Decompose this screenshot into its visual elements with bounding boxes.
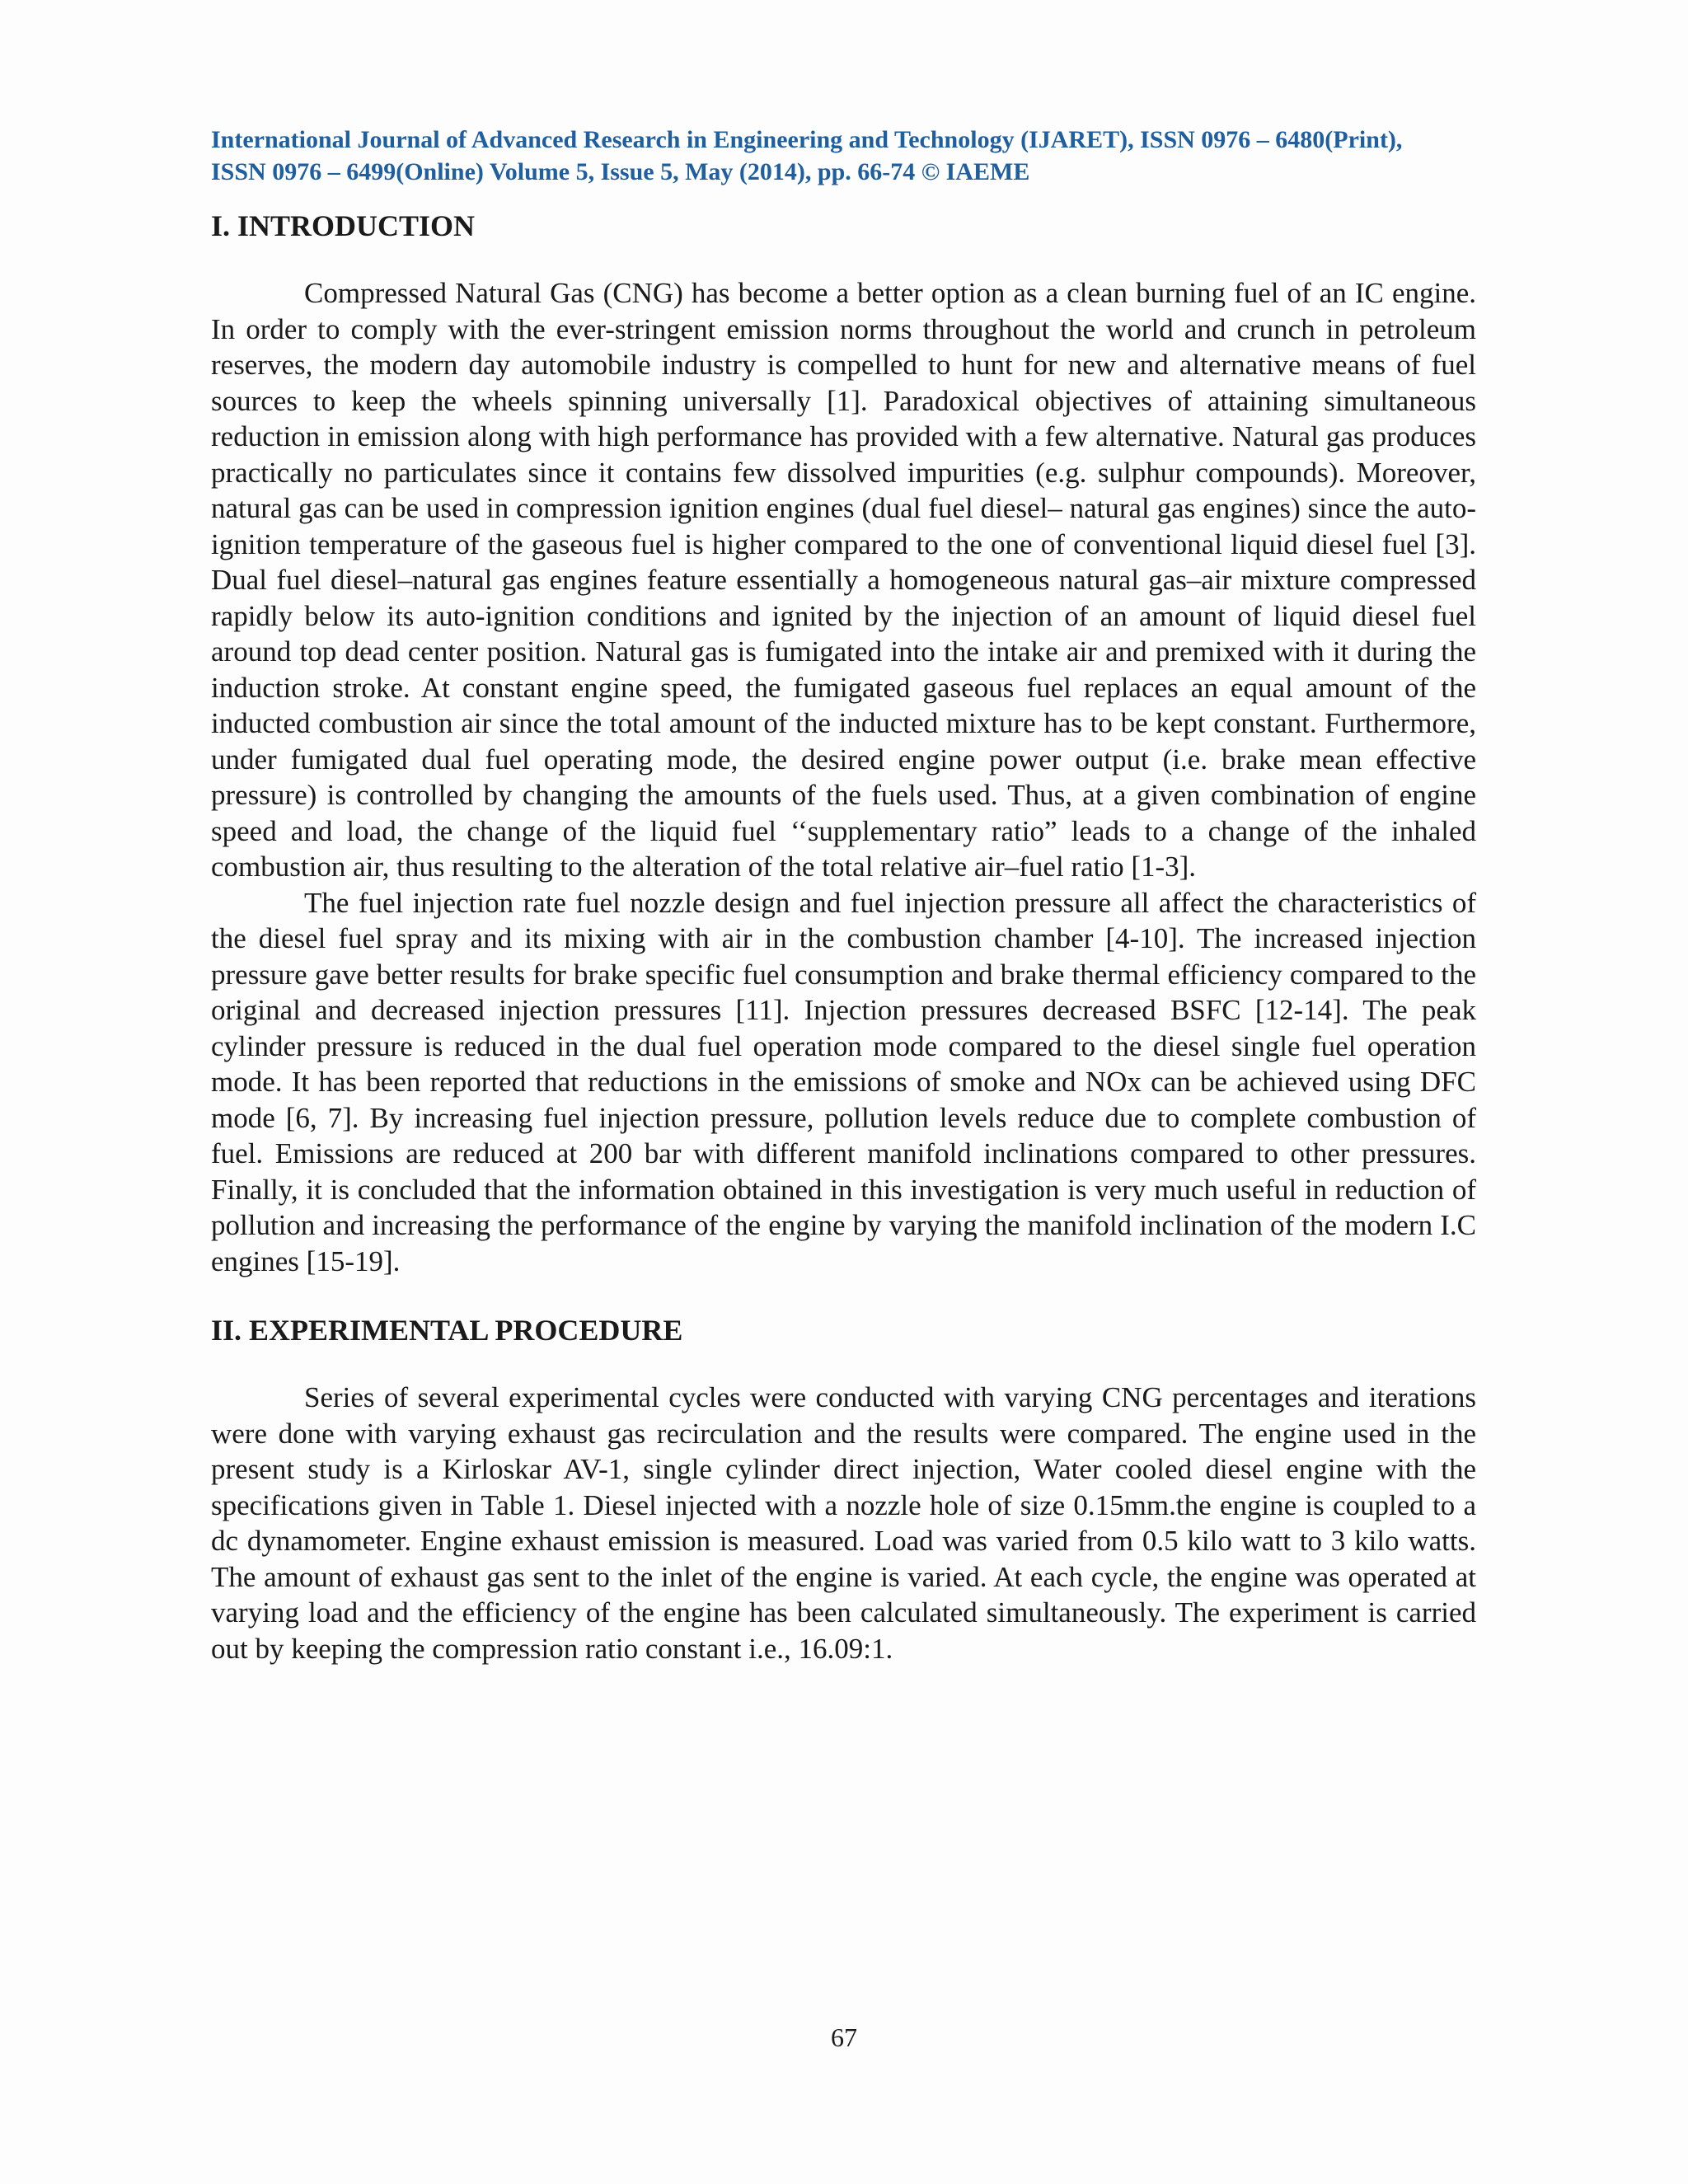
intro-paragraph-2: The fuel injection rate fuel nozzle design and fuel injection pressure all affect the characteristics of the diesel fuel spray and its mixing with air in the combustion chamber [4-10]. The increased injection pressure gave better results for brake specific fuel consumption and brake thermal efficiency compared to the original and decreased injection pressures [11]. Injection pressures decreased BSFC [12-14]. The peak cylinder pressure is reduced in the dual fuel operation mode compared to the diesel single fuel operation mode. It has been reported that reductions in the emissions of smoke and NOx can be achieved using DFC mode [6, 7]. By increasing fuel injection pressure, pollution levels reduce due to complete combustion of fuel. Emissions are reduced at 200 bar with different manifold inclinations compared to other pressures. Finally, it is concluded that the information obtained in this investigation is very much useful in reduction of pollution and increasing the performance of the engine by varying the manifold inclination of the modern I.C engines [15-19]. [211,886,1476,1277]
journal-header [211,124,1476,188]
journal-header-line-2: ISSN 0976 – 6499(Online) Volume 5, Issue 5, May (2014), pp. 66-74 © IAEME [211,158,1030,185]
section-heading-experimental-procedure: II. EXPERIMENTAL PROCEDURE [211,1314,683,1347]
procedure-paragraph-1: Series of several experimental cycles were conducted with varying CNG percentages and iterations were done with varying exhaust gas recirculation and the results were compared. The engine used in the present study is a Kirloskar AV-1, single cylinder direct injection, Water cooled diesel engine with the specifications given in Table 1. Diesel injected with a nozzle hole of size 0.15mm.the engine is coupled to a dc dynamometer. Engine exhaust emission is measured. Load was varied from 0.5 kilo watt to 3 kilo watts. The amount of exhaust gas sent to the inlet of the engine is varied. At each cycle, the engine was operated at varying load and the efficiency of the engine has been calculated simultaneously. The experiment is carried out by keeping the compression ratio constant i.e., 16.09:1. [211,1381,1476,1665]
journal-header-line-1: International Journal of Advanced Research in Engineering and Technology (IJARET), ISSN 0976 – 6480(Print), [211,126,1403,153]
page-content [211,124,1476,1666]
section-heading-introduction: I. INTRODUCTION [211,209,476,242]
page-number: 67 [831,2022,857,2052]
intro-paragraph-1: Compressed Natural Gas (CNG) has become a better option as a clean burning fuel of an IC engine. In order to comply with the ever-stringent emission norms throughout the world and crunch in petroleum reserves, the modern day automobile industry is compelled to hunt for new and alternative means of fuel sources to keep the wheels spinning universally [1]. Paradoxical objectives of attaining simultaneous reduction in emission along with high performance has provided with a few alternative. Natural gas produces practically no particulates since it contains few dissolved impurities (e.g. sulphur compounds). Moreover, natural gas can be used in compression ignition engines (dual fuel diesel– natural gas engines) since the auto-ignition temperature of the gaseous fuel is higher compared to the one of conventional liquid diesel fuel [3]. Dual fuel diesel–natural gas engines feature essentially a homogeneous natural gas–air mixture compressed rapidly below its auto-ignition conditions and ignited by the injection of an amount of liquid diesel fuel around top dead center position. Natural gas is fumigated into the intake air and premixed with it during the induction stroke. At constant engine speed, the fumigated gaseous fuel replaces an equal amount of the inducted combustion air since the total amount of the inducted mixture has to be kept constant. Furthermore, under fumigated dual fuel operating mode, the desired engine power output (i.e. brake mean effective pressure) is controlled by changing the amounts of the fuels used. Thus, at a given combination of engine speed and load, the change of the liquid fuel ‘‘supplementary ratio” leads to a change of the inhaled combustion air, thus resulting to the alteration of the total relative air–fuel ratio [1-3]. [211,277,1476,883]
